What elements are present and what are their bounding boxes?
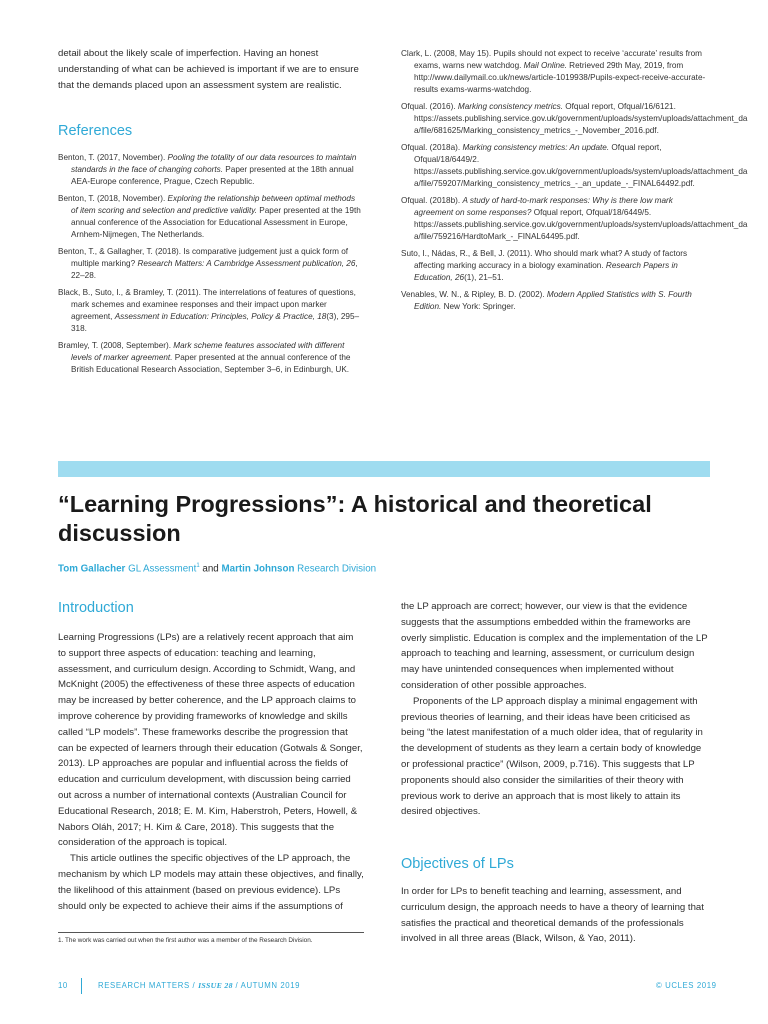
reference-text: Venables, W. N., & Ripley, B. D. (2002). bbox=[401, 289, 547, 299]
continued-paragraph: detail about the likely scale of imperfection. Having an honest understanding of what can be achieved is important if we are to ensure that the demands placed upon an assessment system are realistic. bbox=[58, 48, 359, 91]
page-number: 10 bbox=[58, 981, 68, 990]
footnote-rule bbox=[58, 932, 364, 933]
article-title: “Learning Progressions”: A historical and theoretical discussion bbox=[58, 491, 652, 546]
reference-title: Marking consistency metrics. bbox=[457, 101, 563, 111]
reference-entry bbox=[58, 246, 364, 282]
paragraph: the LP approach are correct; however, our view is that the evidence suggests that the assumptions embedded within the frameworks are overly simplistic. Education is complex and the implementation of the LP approach to teaching and learning, assessment, or curriculum design may have unintended consequences when implemented without consideration of other possible approaches. bbox=[401, 601, 708, 691]
reference-text: Ofqual report, Ofqual/16/6121. https://assets.publishing.service.gov.uk/government/uploads/system/uploads/attachment_da a/file/681625/Marking_consistency_metrics_-_November_2016.pdf. bbox=[414, 101, 748, 135]
publication-name: RESEARCH MATTERS bbox=[98, 981, 190, 990]
footer-separator bbox=[81, 978, 82, 994]
reference-text: New York: Springer. bbox=[441, 301, 516, 311]
reference-entry bbox=[58, 152, 364, 188]
issue-season: AUTUMN 2019 bbox=[240, 981, 301, 990]
reference-entry bbox=[58, 287, 364, 335]
reference-title: Marking consistency metrics: An update. bbox=[462, 142, 610, 152]
paragraph: In order for LPs to benefit teaching and learning, assessment, and curriculum design, the approach needs to have a theory of learning that satisfies the practical and theoretical demands of the professionals involved in all three areas (Black, Wilson, & Yao, 2011). bbox=[401, 886, 704, 945]
reference-title: A study of hard-to-mark responses: Why is there low mark agreement on some responses? bbox=[414, 195, 673, 217]
author-affiliation: Research Division bbox=[297, 563, 377, 575]
reference-entry bbox=[58, 193, 364, 241]
reference-text: Benton, T., & Gallagher, T. (2018). Is comparative judgement just a quick form of multiple marking? bbox=[58, 246, 349, 268]
reference-entry bbox=[401, 48, 711, 96]
author-name: Tom Gallacher bbox=[58, 563, 126, 575]
reference-text: Benton, T. (2018, November). bbox=[58, 194, 168, 204]
reference-title: Assessment in Education: Principles, Policy & Practice, 18 bbox=[114, 311, 327, 321]
reference-title: Research Matters: A Cambridge Assessment publication, 26 bbox=[137, 258, 356, 268]
reference-text: Retrieved 29th May, 2019, from http://www.dailymail.co.uk/news/article-1019938/Pupils-expect-receive-accurate-results exams-warms-watchdog. bbox=[414, 60, 706, 94]
reference-text: Suto, I., Nádas, R., & Bell, J. (2011). Who should mark what? A study of factors affecting marking accuracy in a biology examination. bbox=[401, 248, 688, 270]
reference-entry bbox=[58, 340, 364, 376]
reference-text: Ofqual. (2018a). bbox=[401, 142, 463, 152]
paragraph: Proponents of the LP approach display a minimal engagement with previous theories of learning, and their ideas have been criticised as being “the latest manifestation of a much older idea, that of regularity in the development of students as they learn a certain body of knowledge or professional practice” (Wilson, 2009, p.716). This suggests that LP proponents should also consider the similarities of their theory with previous work to derive an approach that is most likely to attain its desired objectives. bbox=[401, 695, 703, 818]
objectives-body bbox=[401, 884, 711, 947]
reference-entry bbox=[401, 101, 748, 137]
reference-title: Pooling the totality of our data resources to maintain standards in the face of changing cohorts. bbox=[71, 153, 357, 174]
reference-text: Paper presented at the 19th annual conference of the Association for Educational Assessment in Europe, Arnhem-Nijmegen, The Netherlands. bbox=[71, 205, 361, 239]
reference-text: (1), 21–51. bbox=[464, 272, 504, 282]
reference-title: Exploring the relationship between optimal methods of item scoring and selection and predictive validity. bbox=[71, 194, 356, 215]
reference-title: Mail Online. bbox=[523, 60, 567, 70]
footnote-marker: 1 bbox=[196, 563, 200, 569]
footer-slash: / bbox=[232, 981, 241, 990]
reference-text: (3), 295–318. bbox=[71, 311, 360, 333]
reference-text: Clark, L. (2008, May 15). Pupils should not expect to receive ‘accurate’ results from exams, warns new watchdog. bbox=[401, 49, 702, 70]
reference-text: Paper presented at the annual conference of the British Educational Research Association, September 3–6, in Edinburgh, UK. bbox=[71, 352, 351, 374]
introduction-heading: Introduction bbox=[58, 600, 134, 616]
author-affiliation: GL Assessment bbox=[128, 563, 197, 575]
references-list-left bbox=[58, 152, 364, 381]
footer-slash: / bbox=[189, 981, 199, 990]
author-name: Martin Johnson bbox=[221, 563, 295, 575]
copyright: © UCLES 2019 bbox=[656, 981, 717, 990]
byline-conjunction: and bbox=[202, 563, 219, 575]
running-footer bbox=[98, 981, 300, 990]
reference-text: Benton, T. (2017, November). bbox=[58, 153, 168, 162]
paragraph: This article outlines the specific objectives of the LP approach, the mechanism by which LP models may attain these objectives, and finally, the likelihood of this attainment (based on previous evidence). LPs should only be expected to achieve their aims if the assumptions of bbox=[58, 853, 364, 912]
reference-entry bbox=[401, 248, 711, 284]
references-list-right bbox=[401, 48, 748, 318]
reference-text: Ofqual. (2018b). bbox=[401, 195, 463, 205]
paragraph: Learning Progressions (LPs) are a relatively recent approach that aim to support three aspects of education: teaching and learning, assessment, and curriculum design. According to Schmidt, Wang, and McKnight (2005) the effectiveness of these three aspects of education may be increased by better coherence, and the LP approach claims to improve coherence by providing frameworks of knowledge and skills called “LP models”. These frameworks describe the progression that can be expected of learners through their education (Gotwals & Songer, 2013). LP approaches are popular and influential across the fields of education and curriculum development, with discussion being carried out across a number of international contexts (Australian Council for Educational Research, 2018; E. M. Kim, Haberstroh, Peters, Howell, & Nabors Oláh, 2017; H. Kim & Care, 2018). This suggests that the consideration of the approach is topical. bbox=[58, 632, 363, 849]
reference-title: Modern Applied Statistics with S. Fourth Edition. bbox=[414, 289, 692, 311]
reference-entry bbox=[401, 289, 711, 313]
issue-number: ISSUE 28 bbox=[198, 981, 233, 990]
byline bbox=[58, 563, 376, 574]
footnote: 1. The work was carried out when the first author was a member of the Research Division. bbox=[58, 937, 313, 944]
section-divider-band bbox=[58, 461, 710, 477]
reference-title: Mark scheme features associated with different levels of marker agreement. bbox=[71, 340, 345, 362]
reference-entry bbox=[401, 142, 748, 190]
reference-text: , 22–28. bbox=[71, 258, 358, 280]
reference-text: Paper presented at the 18th annual AEA-Europe conference, Prague, Czech Republic. bbox=[71, 164, 354, 186]
reference-text: Ofqual. (2016). bbox=[401, 101, 458, 111]
reference-text: Black, B., Suto, I., & Bramley, T. (2011). The interrelations of features of questions, mark schemes and examinee responses and their impact upon marker agreement, bbox=[58, 287, 356, 321]
reference-text: Bramley, T. (2008, September). bbox=[58, 340, 174, 350]
reference-entry bbox=[401, 195, 748, 243]
reference-text: Ofqual report, Ofqual/18/6449/2. https://assets.publishing.service.gov.uk/government/uploads/system/uploads/attachment_da a/file/759207/Marking_consistency_metrics_-_an_update_-_FINAL64492.pdf. bbox=[414, 142, 748, 188]
objectives-heading: Objectives of LPs bbox=[401, 856, 514, 872]
introduction-body-left bbox=[58, 630, 364, 914]
reference-title: Research Papers in Education, 26 bbox=[414, 260, 678, 282]
reference-text: Ofqual report, Ofqual/18/6449/5. https://assets.publishing.service.gov.uk/government/uploads/system/uploads/attachment_da a/file/759216/HardtoMark_-_FINAL64495.pdf. bbox=[414, 207, 748, 241]
references-heading: References bbox=[58, 123, 133, 139]
introduction-body-right bbox=[401, 599, 711, 820]
